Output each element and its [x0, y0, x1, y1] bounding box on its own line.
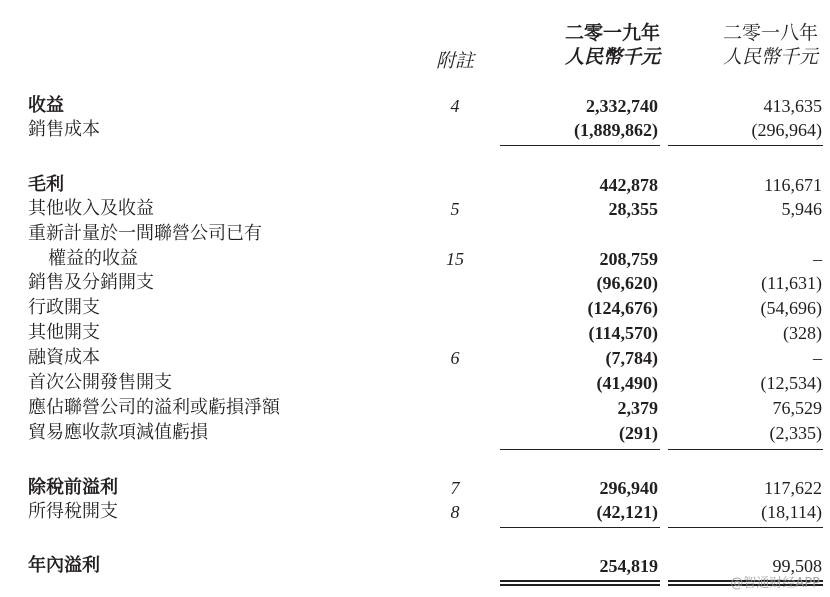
row-value-2018: (54,696) [760, 298, 822, 318]
row-value-2019: (1,889,862) [574, 120, 658, 140]
col-2018-currency-header: 人民幣千元 [722, 46, 818, 68]
row-value-2018: (328) [783, 323, 822, 343]
row-label: 貿易應收款項減值虧損 [28, 422, 208, 443]
row-value-2018: (296,964) [751, 120, 822, 140]
row-value-2019: (96,620) [596, 273, 658, 293]
row-label: 銷售及分銷開支 [28, 272, 154, 293]
row-note: 15 [446, 249, 464, 269]
row-label: 首次公開發售開支 [28, 372, 172, 393]
row-value-2019: 28,355 [608, 199, 658, 219]
row-label: 毛利 [28, 174, 64, 195]
row-value-2018: 116,671 [764, 175, 822, 195]
table-row [0, 371, 830, 395]
table-row [0, 222, 830, 246]
row-value-2018: – [813, 249, 822, 269]
table-row [0, 554, 830, 578]
row-value-2018: (2,335) [769, 423, 822, 443]
table-row [0, 118, 830, 142]
table-row [0, 247, 830, 271]
subtotal-rule-2018 [668, 449, 823, 450]
row-value-2018: (12,534) [760, 373, 822, 393]
table-row [0, 197, 830, 221]
row-label: 重新計量於一間聯營公司已有 [28, 223, 262, 244]
row-value-2018: 117,622 [764, 478, 822, 498]
row-label: 行政開支 [28, 297, 100, 318]
row-note: 8 [450, 502, 460, 522]
row-value-2018: 5,946 [781, 199, 822, 219]
row-label: 融資成本 [28, 347, 100, 368]
col-2019-currency-header: 人民幣千元 [564, 46, 660, 68]
subtotal-rule-2019 [500, 449, 660, 450]
row-value-2019: 254,819 [599, 556, 658, 576]
row-label: 權益的收益 [48, 248, 138, 269]
row-value-2019: (42,121) [596, 502, 658, 522]
table-row [0, 476, 830, 500]
row-value-2019: (291) [619, 423, 658, 443]
row-value-2019: (41,490) [596, 373, 658, 393]
row-value-2019: (124,676) [587, 298, 658, 318]
row-value-2018: 99,508 [772, 556, 822, 576]
row-value-2019: 208,759 [599, 249, 658, 269]
subtotal-rule-2019 [500, 527, 660, 528]
row-value-2018: (18,114) [761, 502, 822, 522]
table-row [0, 500, 830, 524]
row-label: 應佔聯營公司的溢利或虧損淨額 [28, 397, 280, 418]
total-double-rule-2019 [500, 580, 660, 586]
row-note: 4 [450, 96, 460, 116]
table-row [0, 396, 830, 420]
row-note: 7 [450, 478, 460, 498]
col-2018-year-header: 二零一八年 [722, 22, 818, 44]
table-row [0, 271, 830, 295]
row-label: 收益 [28, 95, 64, 116]
row-value-2018: 76,529 [772, 398, 822, 418]
subtotal-rule-2019 [500, 145, 660, 146]
row-value-2019: 2,332,740 [586, 96, 658, 116]
row-value-2019: (7,784) [605, 348, 658, 368]
row-note: 5 [450, 199, 460, 219]
row-value-2019: (114,570) [588, 323, 658, 343]
row-label: 年內溢利 [28, 555, 100, 576]
table-row [0, 296, 830, 320]
row-value-2018: 413,635 [763, 96, 822, 116]
table-row [0, 94, 830, 118]
table-row [0, 173, 830, 197]
row-label: 除稅前溢利 [28, 477, 118, 498]
row-value-2019: 296,940 [599, 478, 658, 498]
row-value-2018: (11,631) [761, 273, 822, 293]
subtotal-rule-2018 [668, 145, 823, 146]
row-label: 其他開支 [28, 322, 100, 343]
row-label: 銷售成本 [28, 119, 100, 140]
table-row [0, 321, 830, 345]
table-row [0, 421, 830, 445]
row-label: 其他收入及收益 [28, 198, 154, 219]
col-2019-year-header: 二零一九年 [564, 22, 660, 44]
row-value-2018: – [813, 348, 822, 368]
note-column-header: 附註 [435, 50, 474, 72]
subtotal-rule-2018 [668, 527, 823, 528]
watermark: @智通财经APP [730, 576, 820, 591]
row-label: 所得稅開支 [28, 501, 118, 522]
row-value-2019: 2,379 [617, 398, 658, 418]
row-note: 6 [450, 348, 460, 368]
table-row [0, 346, 830, 370]
row-value-2019: 442,878 [599, 175, 658, 195]
